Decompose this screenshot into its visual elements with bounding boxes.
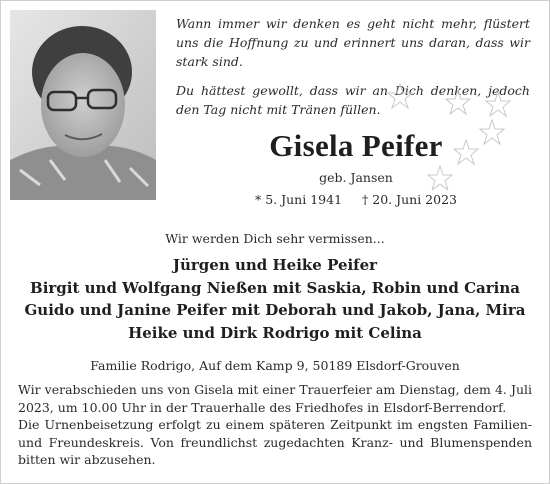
family-line: Jürgen und Heike Peifer (172, 256, 378, 274)
birth-date: * 5. Juni 1941 (255, 192, 343, 207)
family-members (0, 254, 550, 344)
family-line: Guido und Janine Peifer mit Deborah und Jakob, Jana, Mira (24, 301, 526, 319)
family-line: Birgit und Wolfgang Nießen mit Saskia, Robin und Carina (30, 278, 520, 297)
star-icon (486, 92, 510, 116)
star-icon (388, 84, 412, 108)
family-line: Heike und Dirk Rodrigo mit Celina (128, 323, 422, 342)
life-dates (236, 192, 476, 207)
notice-paragraph-2: Die Urnenbeisetzung erfolgt zu einem späteren Zeitpunkt im engsten Familien- und Freundeskreis. Von freundlichst zugedachten Kranz- und Blumenspenden bitten wir abzusehen. (18, 417, 532, 467)
maiden-name: geb. Jansen (319, 170, 393, 185)
star-icon (446, 90, 470, 114)
family-address: Familie Rodrigo, Auf dem Kamp 9, 50189 Elsdorf-Grouven (90, 358, 460, 373)
notice-paragraph-1: Wir verabschieden uns von Gisela mit einer Trauerfeier am Dienstag, dem 4. Juli 2023, um 10.00 Uhr in der Trauerhalle des Friedhofes in Elsdorf-Berrendorf. (18, 382, 532, 415)
funeral-notice (18, 381, 532, 469)
death-date: † 20. Juni 2023 (362, 192, 457, 207)
poem-verse-1: Wann immer wir denken es geht nicht mehr, flüstert uns die Hoffnung zu und erinnert uns daran, dass wir stark sind. (176, 16, 530, 69)
miss-line: Wir werden Dich sehr vermissen... (165, 231, 385, 246)
poem-verse-2: Du hättest gewollt, dass wir an Dich denken, jedoch den Tag nicht mit Tränen füllen. (176, 83, 530, 117)
portrait-photo (10, 10, 156, 200)
deceased-name: Gisela Peifer (269, 128, 443, 163)
star-icon (480, 120, 504, 144)
